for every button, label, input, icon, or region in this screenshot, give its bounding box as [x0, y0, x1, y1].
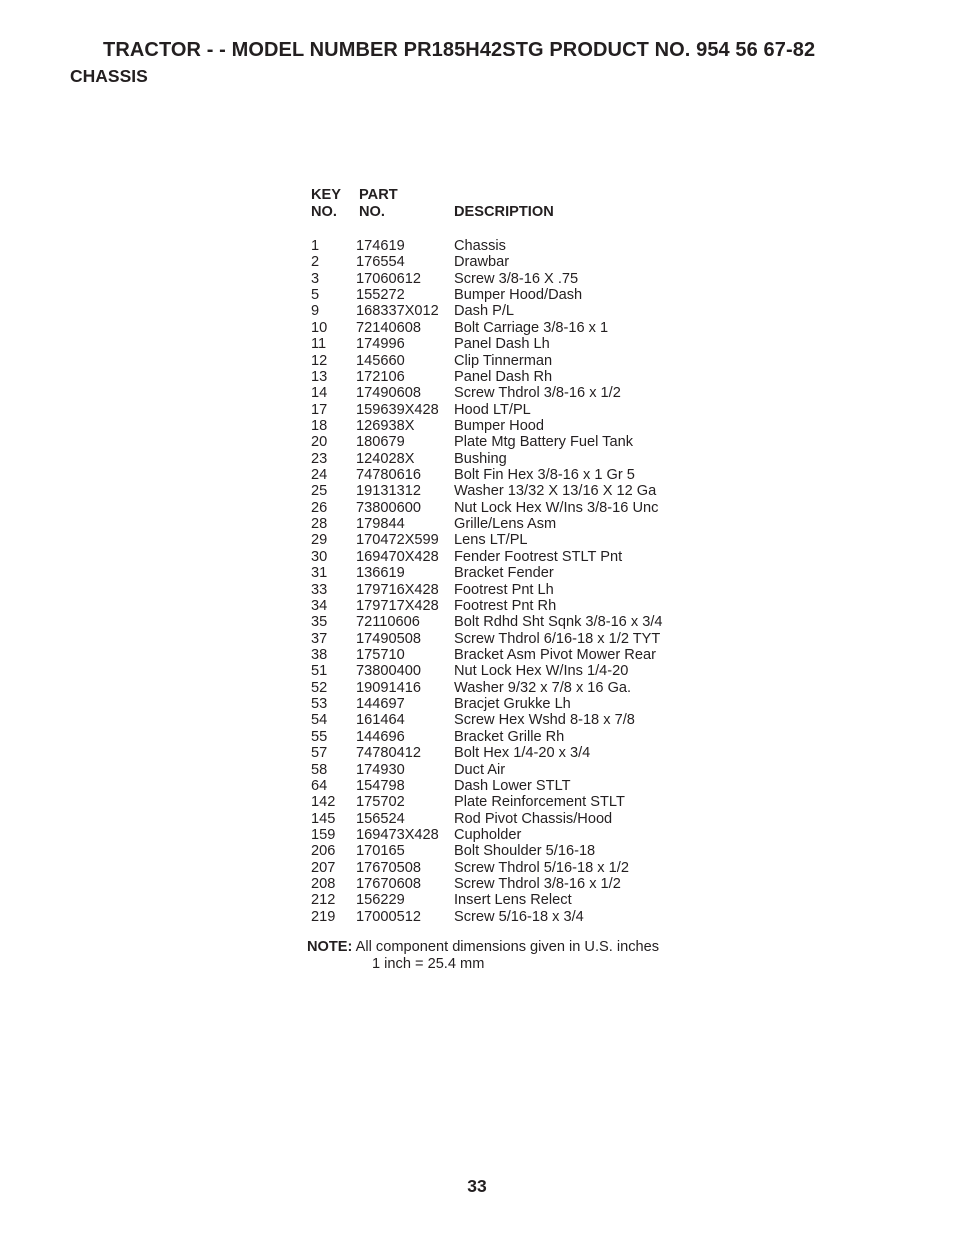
part-no-cell: 156229 [356, 892, 405, 909]
part-no-cell: 176554 [356, 254, 405, 271]
table-row [310, 418, 730, 434]
key-no-cell: 26 [311, 499, 328, 516]
part-no-cell: 170165 [356, 843, 405, 860]
key-no-cell: 38 [311, 646, 328, 663]
description-cell: Bracket Asm Pivot Mower Rear [454, 646, 656, 663]
note-text: All component dimensions given in U.S. inches [355, 939, 660, 955]
description-cell: Plate Reinforcement STLT [454, 794, 625, 811]
key-no-cell: 17 [311, 401, 328, 418]
table-row [310, 320, 730, 336]
part-no-cell: 17490508 [356, 630, 421, 647]
table-row [310, 909, 730, 925]
part-no-cell: 136619 [356, 565, 405, 582]
table-row [310, 369, 730, 385]
table-row [310, 614, 730, 630]
table-row [310, 303, 730, 319]
key-no-cell: 142 [311, 794, 336, 811]
key-no-cell: 219 [311, 908, 336, 925]
description-cell: Nut Lock Hex W/Ins 1/4-20 [454, 663, 629, 680]
table-row [310, 271, 730, 287]
table-row [310, 647, 730, 663]
table-row [310, 353, 730, 369]
key-no-cell: 3 [311, 270, 320, 287]
key-no-cell: 9 [311, 303, 320, 320]
key-no-cell: 208 [311, 876, 336, 893]
table-row [310, 467, 730, 483]
table-row [310, 549, 730, 565]
part-no-cell: 155272 [356, 287, 405, 304]
description-cell: Bolt Shoulder 5/16-18 [454, 843, 596, 860]
parts-list-rows [310, 238, 730, 925]
key-no-cell: 55 [311, 728, 328, 745]
key-no-cell: 23 [311, 450, 328, 467]
key-no-cell: 159 [311, 826, 336, 843]
part-no-cell: 72110606 [356, 614, 420, 631]
section-title: CHASSIS [70, 66, 148, 86]
table-row [310, 582, 730, 598]
table-row [310, 451, 730, 467]
key-no-cell: 2 [311, 254, 320, 271]
description-cell: Plate Mtg Battery Fuel Tank [454, 434, 633, 451]
table-row [310, 843, 730, 859]
part-no-cell: 19131312 [356, 483, 421, 500]
description-cell: Bracjet Grukke Lh [454, 696, 571, 713]
description-cell: Footrest Pnt Lh [454, 581, 554, 598]
description-cell: Washer 13/32 X 13/16 X 12 Ga [454, 483, 657, 500]
part-no-cell: 144697 [356, 696, 405, 713]
description-cell: Screw Hex Wshd 8-18 x 7/8 [454, 712, 635, 729]
part-no-cell: 72140608 [356, 319, 421, 336]
part-no-cell: 179844 [356, 516, 405, 533]
key-no-cell: 12 [311, 352, 328, 369]
description-cell: Bolt Fin Hex 3/8-16 x 1 Gr 5 [454, 467, 635, 484]
description-cell: Washer 9/32 x 7/8 x 16 Ga. [454, 679, 632, 696]
description-cell: Screw Thdrol 3/8-16 x 1/2 [454, 876, 621, 893]
part-no-cell: 17490608 [356, 385, 421, 402]
key-no-cell: 28 [311, 516, 328, 533]
table-row [310, 745, 730, 761]
key-no-cell: 20 [311, 434, 328, 451]
key-no-cell: 13 [311, 368, 328, 385]
table-row [310, 565, 730, 581]
table-row [310, 402, 730, 418]
part-no-cell: 175702 [356, 794, 405, 811]
note-label: NOTE: [307, 939, 353, 955]
description-cell: Screw Thdrol 6/16-18 x 1/2 TYT [454, 630, 661, 647]
description-cell: Nut Lock Hex W/Ins 3/8-16 Unc [454, 499, 659, 516]
part-no-cell: 169470X428 [356, 548, 439, 565]
part-no-header-line2: NO. [359, 204, 385, 220]
description-cell: Bumper Hood/Dash [454, 287, 583, 304]
description-cell: Insert Lens Relect [454, 892, 572, 909]
table-row [310, 254, 730, 270]
key-no-cell: 24 [311, 467, 328, 484]
description-cell: Lens LT/PL [454, 532, 528, 549]
key-no-cell: 29 [311, 532, 328, 549]
description-cell: Bracket Fender [454, 565, 554, 582]
key-no-cell: 64 [311, 777, 328, 794]
part-no-cell: 17670608 [356, 876, 421, 893]
key-no-cell: 31 [311, 565, 328, 582]
description-cell: Screw Thdrol 5/16-18 x 1/2 [454, 859, 629, 876]
description-cell: Cupholder [454, 826, 522, 843]
table-row [310, 827, 730, 843]
key-no-cell: 52 [311, 679, 328, 696]
description-cell: Screw 3/8-16 X .75 [454, 270, 579, 287]
table-row [310, 794, 730, 810]
table-row [310, 287, 730, 303]
description-cell: Dash P/L [454, 303, 515, 320]
part-no-cell: 159639X428 [356, 401, 439, 418]
part-no-cell: 172106 [356, 368, 405, 385]
part-no-cell: 161464 [356, 712, 405, 729]
part-no-cell: 17060612 [356, 270, 421, 287]
part-no-cell: 144696 [356, 728, 405, 745]
table-row [310, 892, 730, 908]
table-row [310, 663, 730, 679]
table-row [310, 238, 730, 254]
part-no-cell: 170472X599 [356, 532, 439, 549]
part-no-cell: 156524 [356, 810, 405, 827]
key-no-cell: 14 [311, 385, 328, 402]
description-cell: Panel Dash Rh [454, 368, 553, 385]
key-no-cell: 54 [311, 712, 328, 729]
table-row [310, 516, 730, 532]
table-row [310, 811, 730, 827]
table-row [310, 712, 730, 728]
description-cell: Drawbar [454, 254, 510, 271]
description-cell: Duct Air [454, 761, 506, 778]
part-no-cell: 17670508 [356, 859, 421, 876]
key-no-cell: 33 [311, 581, 328, 598]
table-row [310, 336, 730, 352]
page-number: 33 [467, 1176, 487, 1196]
table-row [310, 434, 730, 450]
key-no-header-line2: NO. [311, 204, 337, 220]
table-row [310, 483, 730, 499]
description-cell: Footrest Pnt Rh [454, 597, 557, 614]
part-no-cell: 179717X428 [356, 597, 439, 614]
part-no-cell: 73800400 [356, 663, 421, 680]
part-no-cell: 180679 [356, 434, 405, 451]
description-header: DESCRIPTION [454, 204, 554, 220]
description-cell: Bolt Hex 1/4-20 x 3/4 [454, 745, 591, 762]
part-no-cell: 169473X428 [356, 826, 439, 843]
table-row [310, 500, 730, 516]
description-cell: Dash Lower STLT [454, 777, 571, 794]
part-no-cell: 174930 [356, 761, 405, 778]
part-no-cell: 74780412 [356, 745, 421, 762]
table-row [310, 680, 730, 696]
table-row [310, 696, 730, 712]
key-no-cell: 207 [311, 859, 336, 876]
part-no-cell: 74780616 [356, 467, 421, 484]
part-no-cell: 175710 [356, 646, 405, 663]
key-no-cell: 37 [311, 630, 328, 647]
part-no-cell: 124028X [356, 450, 415, 467]
description-cell: Screw Thdrol 3/8-16 x 1/2 [454, 385, 621, 402]
description-cell: Fender Footrest STLT Pnt [454, 548, 623, 565]
key-no-cell: 58 [311, 761, 328, 778]
key-no-cell: 53 [311, 696, 328, 713]
part-no-cell: 174619 [356, 238, 405, 254]
part-no-cell: 145660 [356, 352, 405, 369]
key-no-cell: 30 [311, 548, 328, 565]
key-no-cell: 10 [311, 319, 328, 336]
description-cell: Bolt Carriage 3/8-16 x 1 [454, 319, 609, 336]
table-row [310, 762, 730, 778]
table-row [310, 598, 730, 614]
table-row [310, 532, 730, 548]
page-title: TRACTOR - - MODEL NUMBER PR185H42STG PRODUCT NO. 954 56 67-82 [103, 39, 816, 61]
description-cell: Chassis [454, 238, 506, 254]
description-cell: Bolt Rdhd Sht Sqnk 3/8-16 x 3/4 [454, 614, 663, 631]
description-cell: Rod Pivot Chassis/Hood [454, 810, 613, 827]
description-cell: Panel Dash Lh [454, 336, 550, 353]
description-cell: Clip Tinnerman [454, 352, 553, 369]
part-no-cell: 19091416 [356, 679, 421, 696]
description-cell: Bracket Grille Rh [454, 728, 565, 745]
key-no-cell: 212 [311, 892, 336, 909]
part-no-cell: 17000512 [356, 908, 421, 925]
key-no-cell: 57 [311, 745, 328, 762]
table-row [310, 876, 730, 892]
part-no-cell: 73800600 [356, 499, 421, 516]
key-no-cell: 34 [311, 597, 328, 614]
key-no-cell: 18 [311, 417, 328, 434]
description-cell: Hood LT/PL [454, 401, 531, 418]
key-no-cell: 1 [311, 238, 320, 254]
key-no-cell: 11 [311, 336, 327, 353]
table-row [310, 778, 730, 794]
key-no-cell: 206 [311, 843, 336, 860]
description-cell: Bushing [454, 450, 507, 467]
description-cell: Bumper Hood [454, 417, 545, 434]
note [307, 939, 659, 973]
part-no-cell: 154798 [356, 777, 405, 794]
description-cell: Grille/Lens Asm [454, 516, 557, 533]
note-conversion: 1 inch = 25.4 mm [372, 956, 485, 972]
table-row [310, 729, 730, 745]
key-no-header-line1: KEY [311, 187, 342, 203]
part-no-cell: 126938X [356, 417, 415, 434]
table-row [310, 631, 730, 647]
description-cell: Screw 5/16-18 x 3/4 [454, 908, 584, 925]
key-no-cell: 25 [311, 483, 328, 500]
table-row [310, 860, 730, 876]
key-no-cell: 5 [311, 287, 320, 304]
part-no-cell: 174996 [356, 336, 405, 353]
part-no-cell: 179716X428 [356, 581, 439, 598]
key-no-cell: 51 [311, 663, 328, 680]
part-no-cell: 168337X012 [356, 303, 439, 320]
table-row [310, 385, 730, 401]
part-no-header-line1: PART [359, 187, 398, 203]
key-no-cell: 35 [311, 614, 328, 631]
key-no-cell: 145 [311, 810, 336, 827]
